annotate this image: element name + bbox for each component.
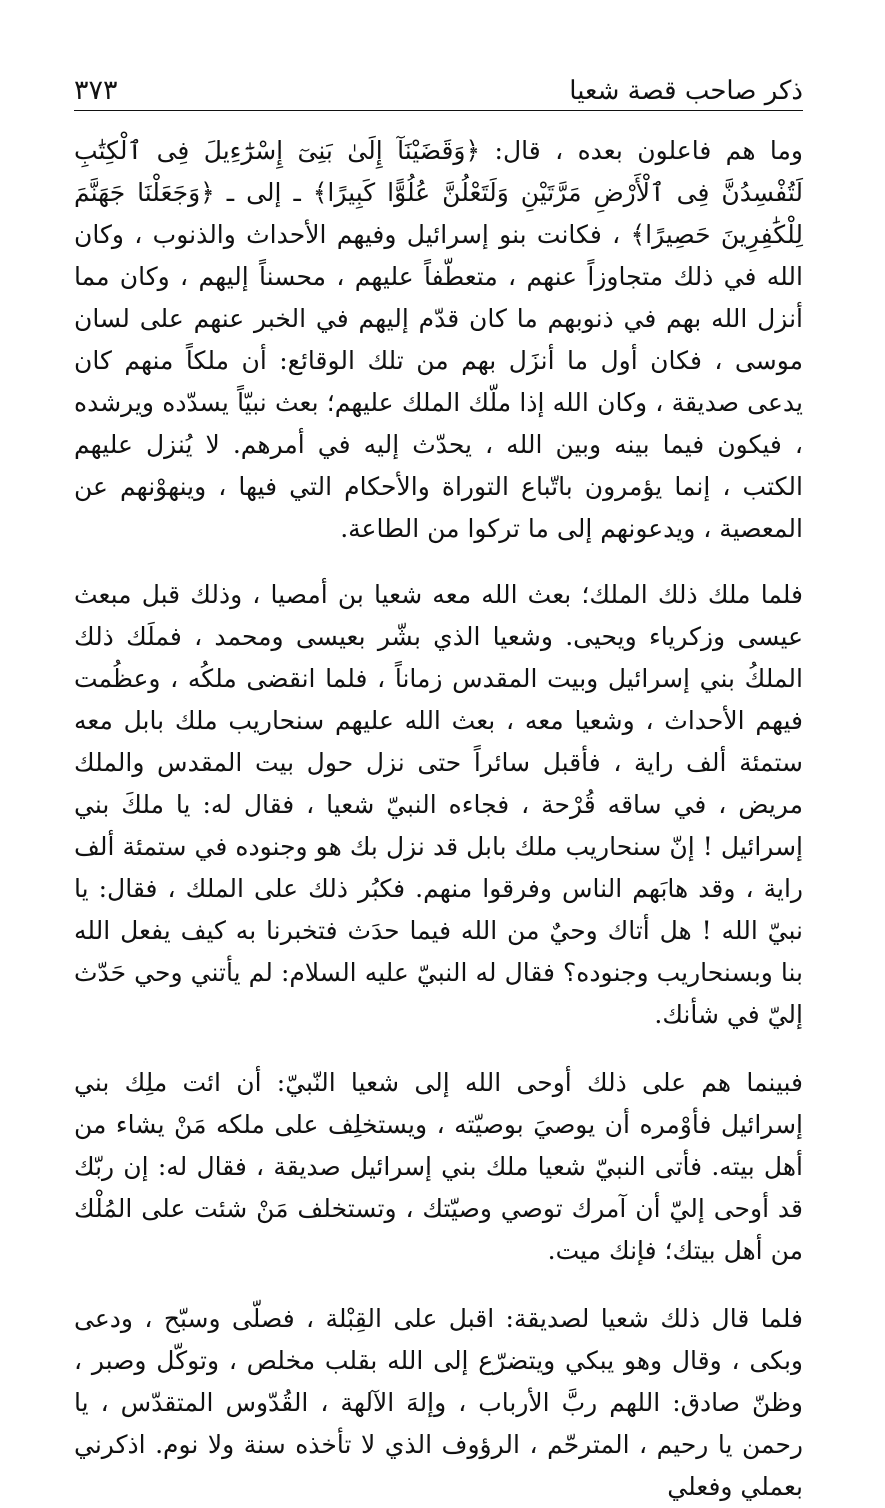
page-header — [74, 66, 803, 111]
page-body — [74, 130, 803, 1508]
running-head: ذكر صاحب قصة شعيا — [569, 76, 803, 106]
page-number: ٣٧٣ — [74, 75, 118, 106]
paragraph: فلما ملك ذلك الملك؛ بعث الله معه شعيا بن أمصيا ، وذلك قبل مبعث عيسى وزكرياء ويحيى. وشعيا الذي بشّر بعيسى ومحمد ، فملَك ذلك الملكُ بني إسرائيل وبيت المقدس زماناً ، فلما انقضى ملكُه ، وعظُمت فيهم الأحداث ، وشعيا معه ، بعث الله عليهم سنحاريب ملك بابل معه ستمئة ألف راية ، فأقبل سائراً حتى نزل حول بيت المقدس والملك مريض ، في ساقه قُرْحة ، فجاءه النبيّ شعيا ، فقال له: يا ملكَ بني إسرائيل ! إنّ سنحاريب ملك بابل قد نزل بك هو وجنوده في ستمئة ألف راية ، وقد هابَهم الناس وفرقوا منهم. فكبُر ذلك على الملك ، فقال: يا نبيّ الله ! هل أتاك وحيٌ من الله فيما حدَث فتخبرنا به كيف يفعل الله بنا وبسنحاريب وجنوده؟ فقال له النبيّ عليه السلام: لم يأتني وحي حَدّث إليّ في شأنك. — [74, 580, 803, 1029]
paragraph: فبينما هم على ذلك أوحى الله إلى شعيا النّبيّ: أن ائت ملِك بني إسرائيل فأوْمره أن يوصيَ بوصيّته ، ويستخلِف على ملكه مَنْ يشاء من أهل بيته. فأتى النبيّ شعيا ملك بني إسرائيل صديقة ، فقال له: إن ربّك قد أوحى إليّ أن آمرك توصي وصيّتك ، وتستخلف مَنْ شئت على المُلْك من أهل بيتك؛ فإنك ميت. — [74, 1068, 803, 1265]
paragraph: وما هم فاعلون بعده ، قال: ﴿وَقَضَيْنَآ إِلَىٰ بَنِىٓ إِسْرَٰٓءِيلَ فِى ٱلْكِتَٰبِ لَتُفْسِدُنَّ فِى ٱلْأَرْضِ مَرَّتَيْنِ وَلَتَعْلُنَّ عُلُوًّا كَبِيرًا﴾ ـ إلى ـ ﴿وَجَعَلْنَا جَهَنَّمَ لِلْكَٰفِرِينَ حَصِيرًا﴾ ، فكانت بنو إسرائيل وفيهم الأحداث والذنوب ، وكان الله في ذلك متجاوزاً عنهم ، متعطّفاً عليهم ، محسناً إليهم ، وكان مما أنزل الله بهم في ذنوبهم ما كان قدّم إليهم في الخبر عنهم على لسان موسى ، فكان أول ما أنزَل بهم من تلك الوقائع: أن ملكاً منهم كان يدعى صديقة ، وكان الله إذا ملّك الملك عليهم؛ بعث نبيّاً يسدّده ويرشده ، فيكون فيما بينه وبين الله ، يحدّث إليه في أمرهم. لا يُنزل عليهم الكتب ، إنما يؤمرون باتّباع التوراة والأحكام التي فيها ، وينهوْنهم عن المعصية ، ويدعونهم إلى ما تركوا من الطاعة. — [74, 136, 803, 543]
paragraph: فلما قال ذلك شعيا لصديقة: اقبل على القِبْلة ، فصلّى وسبّح ، ودعى وبكى ، وقال وهو يبكي ويتضرّع إلى الله بقلب مخلص ، وتوكّل وصبر ، وظنّ صادق: اللهم ربَّ الأرباب ، وإلهَ الآلهة ، القُدّوس المتقدّس ، يا رحمن يا رحيم ، المترحّم ، الرؤوف الذي لا تأخذه سنة ولا نوم. اذكرني بعملي وفعلي — [74, 1304, 803, 1501]
